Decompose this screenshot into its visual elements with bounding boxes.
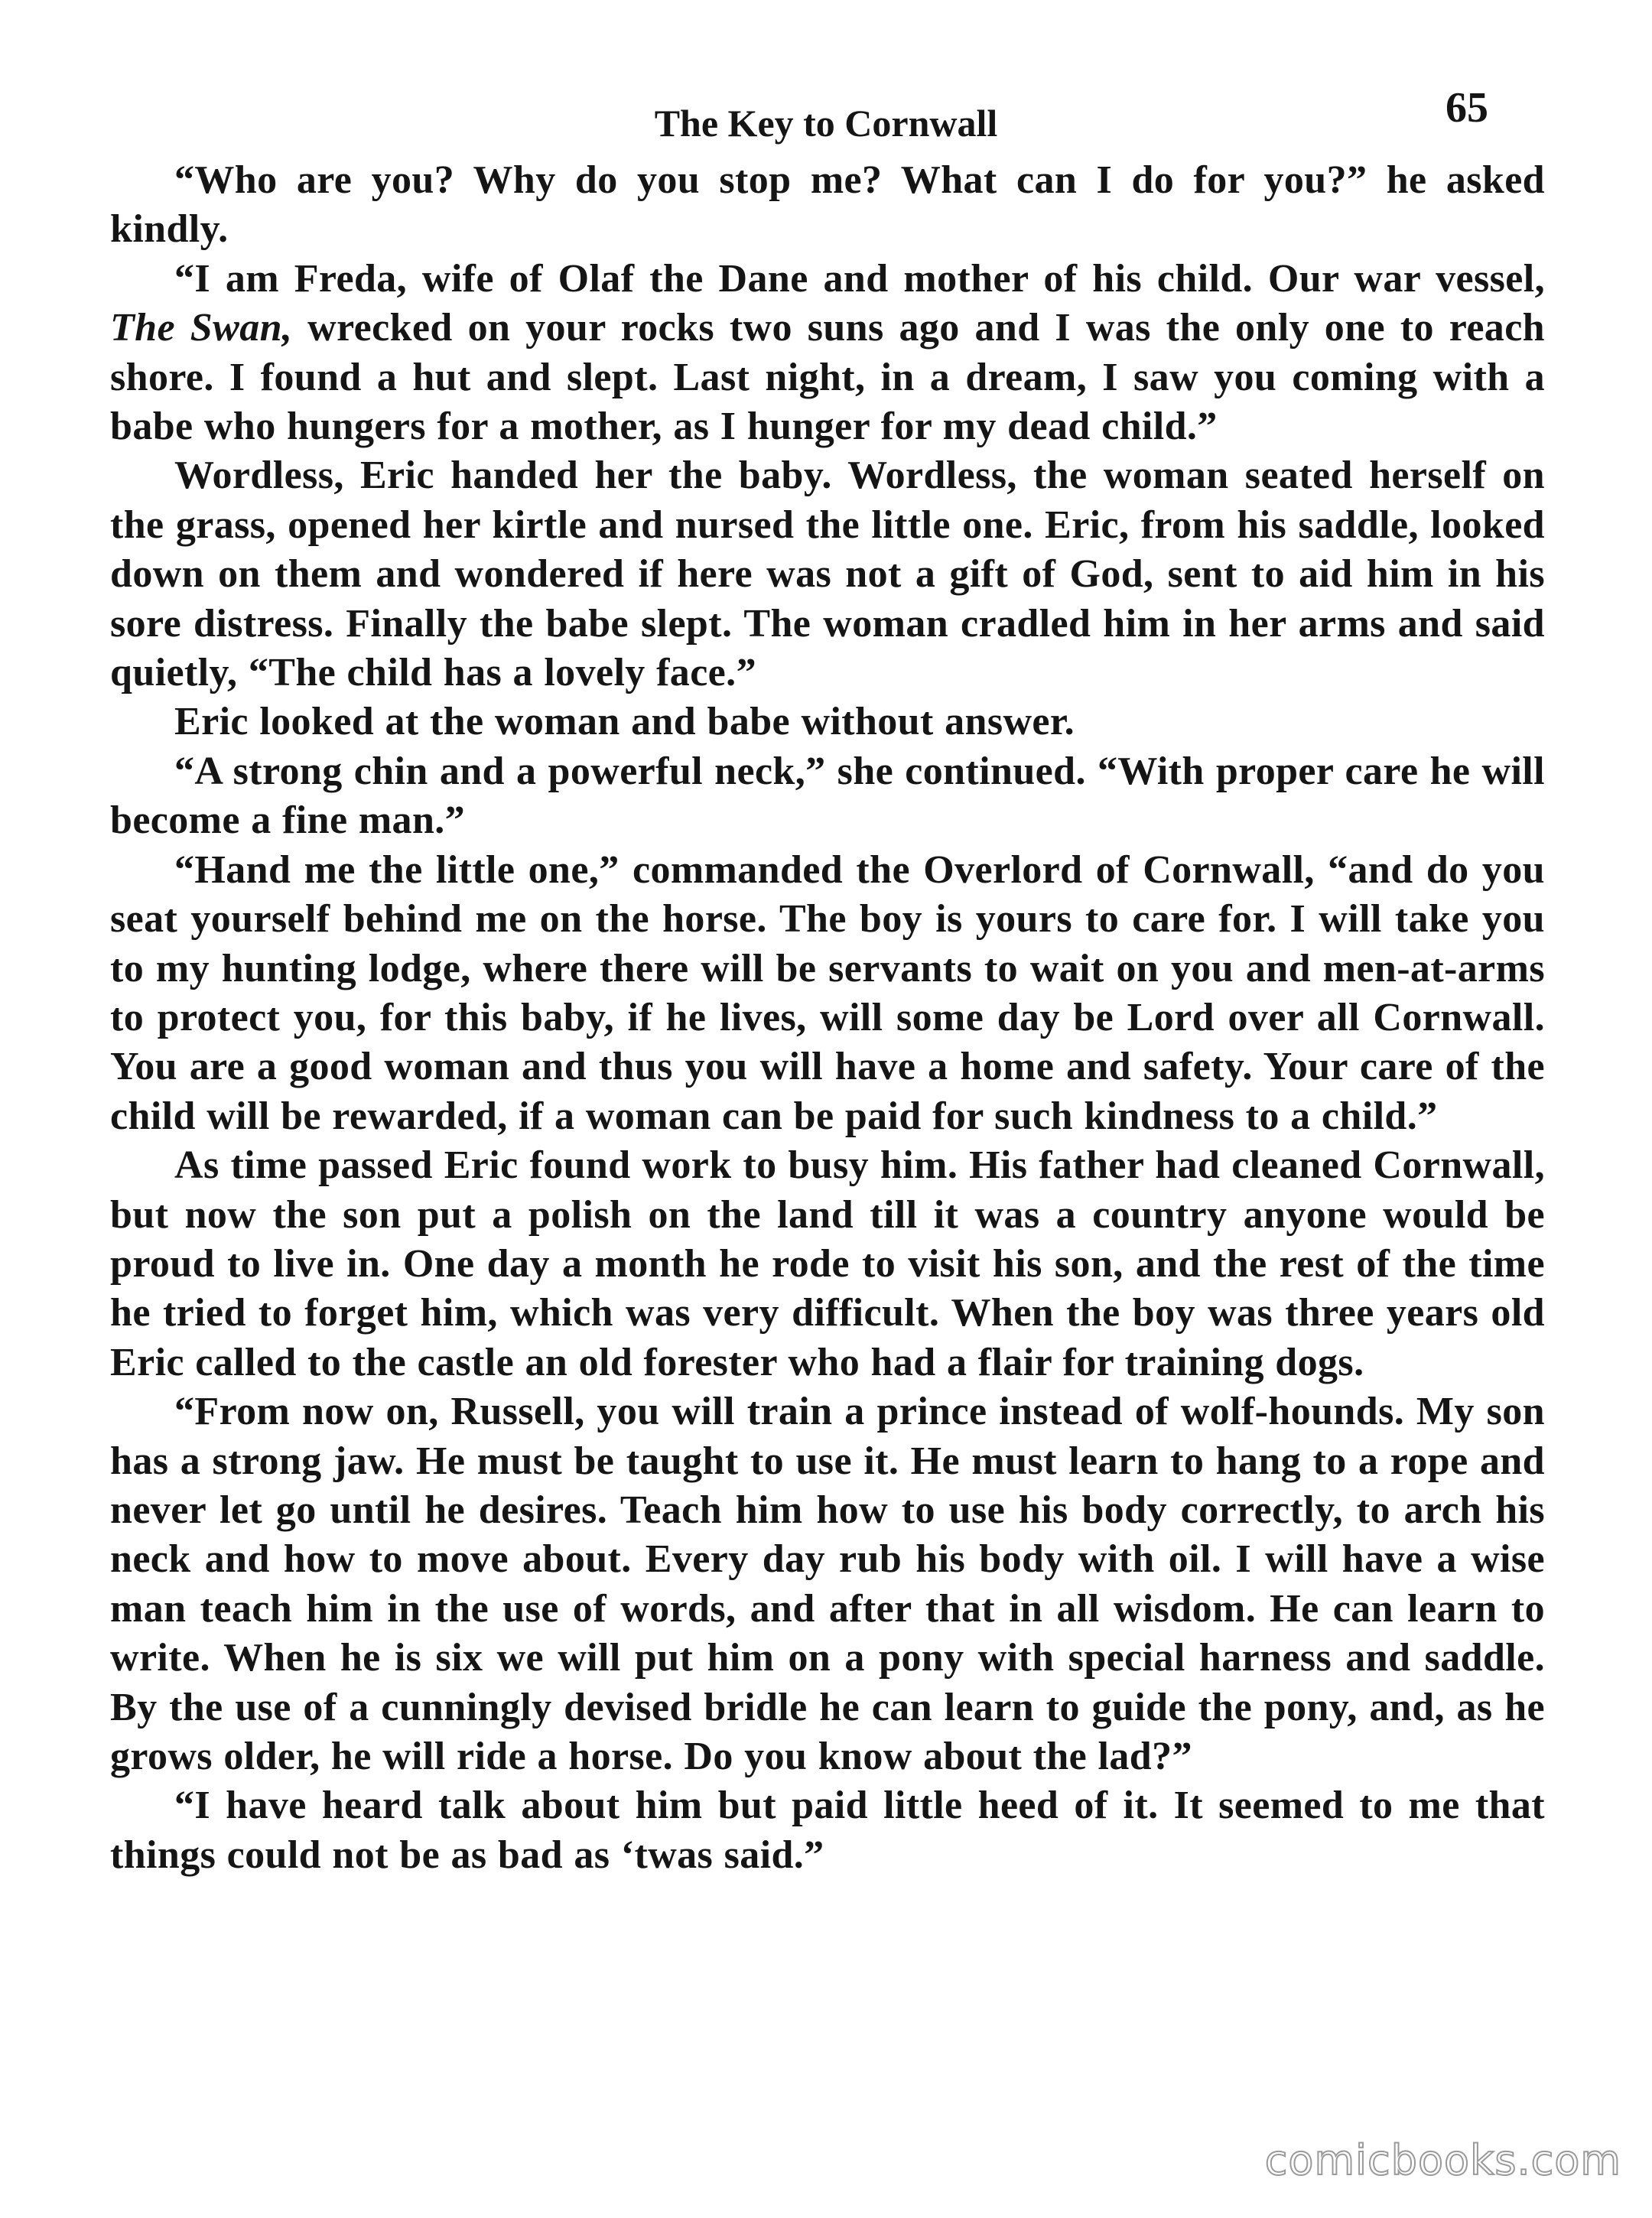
paragraph bbox=[110, 846, 1545, 1141]
paragraph-text: “Who are you? Why do you stop me? What can I do for you?” he asked kindly. bbox=[110, 158, 1545, 252]
paragraph-text: “From now on, Russell, you will train a prince instead of wolf-hounds. My son has a strong jaw. He must be taught to use it. He must learn to hang to a rope and never let go until he desires. Teach him how to use his body correctly, to arch his neck and how to move about. Every day rub his body with oil. I will have a wise man teach him in the use of words, and after that in all wisdom. He can learn to write. When he is six we will put him on a pony with special harness and saddle. By the use of a cunningly devised bridle he can learn to guide the pony, and, as he grows older, he will ride a horse. Do you know about the lad?” bbox=[110, 1390, 1545, 1778]
paragraph-text: As time passed Eric found work to busy him. His father had cleaned Cornwall, but now the son put a polish on the land till it was a country anyone would be proud to live in. One day a month he rode to visit his son, and the rest of the time he tried to forget him, which was very difficult. When the boy was three years old Eric called to the castle an old forester who had a flair for training dogs. bbox=[110, 1143, 1545, 1384]
ship-name: The Swan, bbox=[110, 306, 293, 350]
paragraph-text: Wordless, Eric handed her the baby. Wordless, the woman seated herself on the grass, opened her kirtle and nursed the little one. Eric, from his saddle, looked down on them and wondered if here was not a gift of God, sent to aid him in his sore distress. Finally the babe slept. The woman cradled him in her arms and said quietly, “The child has a lovely face.” bbox=[110, 454, 1545, 695]
running-title: The Key to Cornwall bbox=[654, 102, 998, 145]
page-number: 65 bbox=[1446, 84, 1488, 132]
paragraph-text: “A strong chin and a powerful neck,” she continued. “With proper care he will become a fine man.” bbox=[110, 749, 1545, 843]
paragraph bbox=[110, 156, 1545, 255]
paragraph-text: “I have heard talk about him but paid little heed of it. It seemed to me that things could not be as bad as ‘twas said.” bbox=[110, 1784, 1545, 1877]
paragraph bbox=[110, 1387, 1545, 1781]
paragraph bbox=[110, 747, 1545, 846]
watermark-logo: comicbooks.com bbox=[1264, 2136, 1621, 2184]
paragraph bbox=[110, 1141, 1545, 1387]
paragraph-text: wrecked on your rocks two suns ago and I was the only one to reach shore. I found a hut and slept. Last night, in a dream, I saw you coming with a babe who hungers for a mother, as I hunger for my dead child.” bbox=[110, 306, 1546, 449]
paragraph-text: Eric looked at the woman and babe without answer. bbox=[174, 700, 1075, 744]
paragraph bbox=[110, 255, 1545, 452]
paragraph bbox=[110, 451, 1545, 698]
paragraph-text: “Hand me the little one,” commanded the Overlord of Cornwall, “and do you seat yourself behind me on the horse. The boy is yours to care for. I will take you to my hunting lodge, where there will be servants to wait on you and men-at-arms to protect you, for this baby, if he lives, will some day be Lord over all Cornwall. You are a good woman and thus you will have a home and safety. Your care of the child will be rewarded, if a woman can be paid for such kindness to a child.” bbox=[110, 847, 1545, 1138]
paragraph bbox=[110, 1781, 1545, 1880]
body-text bbox=[110, 156, 1545, 1880]
paragraph-text: “I am Freda, wife of Olaf the Dane and mother of his child. Our war vessel, bbox=[174, 256, 1545, 301]
paragraph bbox=[110, 698, 1545, 746]
